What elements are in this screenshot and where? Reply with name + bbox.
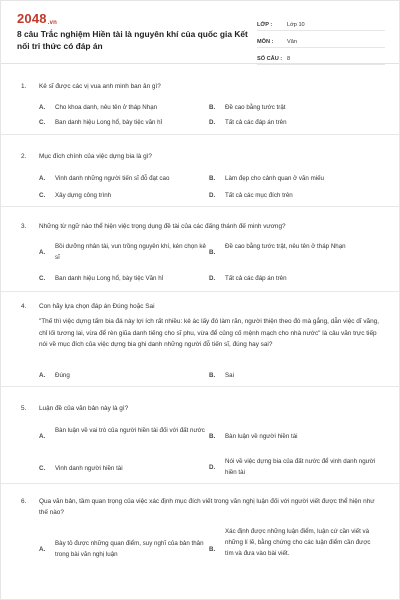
- question-number: 4.: [21, 303, 27, 310]
- site-logo[interactable]: [17, 11, 57, 26]
- question-number: 3.: [21, 223, 27, 230]
- option-b[interactable]: [209, 102, 385, 114]
- question-1: [1, 63, 400, 135]
- option-text: Ban danh hiệu Long hổ, bày tiệc Văn hỉ: [55, 275, 164, 282]
- option-label: C.: [39, 465, 46, 472]
- option-b[interactable]: [209, 431, 385, 443]
- option-text: Đề cao bằng tước trật: [225, 104, 286, 111]
- question-number: 2.: [21, 153, 27, 160]
- option-text: Sai: [225, 372, 234, 379]
- option-c[interactable]: [39, 463, 205, 475]
- meta-info: [257, 15, 385, 66]
- option-a[interactable]: [39, 173, 199, 185]
- option-label: B.: [209, 104, 216, 111]
- option-d[interactable]: [209, 117, 385, 129]
- question-text: Luận đề của văn bản này là gì?: [39, 405, 129, 412]
- option-b[interactable]: [209, 173, 385, 185]
- option-text: Tất cả các đáp án trên: [225, 119, 287, 126]
- question-passage: "Thế thì việc dựng tấm bia đá này lợi ích rất nhiều: kẻ ác lấy đó làm răn, người thiện theo đó mà gắng, dẫn việc dĩ vãng, chỉ lối tương lai, vừa để rèn giũa danh tiếng cho sĩ phu, vừa để củng cố mệnh mạch cho nhà nước" là câu văn trực tiếp nói về mục đích của việc dựng bia ghi danh những người đỗ tiến sĩ, đúng hay sai?: [39, 318, 379, 349]
- meta-value: 8: [287, 56, 291, 62]
- option-text: Đúng: [55, 372, 70, 379]
- option-label: D.: [209, 275, 216, 282]
- option-a[interactable]: [39, 538, 205, 562]
- option-a[interactable]: [39, 102, 199, 114]
- question-4: [1, 292, 400, 387]
- logo-main: 2048: [17, 11, 47, 26]
- option-text: Đề cao bằng tước trật, nêu tên ở tháp Nhạn: [225, 243, 346, 250]
- option-text: Ban danh hiệu Long hổ, bày tiệc văn hỉ: [55, 119, 162, 126]
- option-c[interactable]: [39, 190, 199, 202]
- question-5: [1, 387, 400, 484]
- option-label: A.: [39, 433, 46, 440]
- option-label: B.: [209, 433, 216, 440]
- option-label: C.: [39, 119, 46, 126]
- option-text: Bồi dưỡng nhân tài, vun trồng nguyên khí, kén chọn kẻ sĩ: [55, 243, 206, 261]
- option-label: D.: [209, 464, 216, 471]
- option-text: Nói về việc dựng bia của đất nước để vinh danh người hiền tài: [225, 458, 376, 476]
- meta-key: LỚP :: [257, 22, 273, 28]
- question-3: [1, 207, 400, 292]
- option-label: B.: [209, 372, 216, 379]
- option-label: A.: [39, 546, 46, 553]
- option-d[interactable]: [209, 273, 385, 285]
- logo-sub: .vn: [47, 20, 58, 26]
- question-list: [1, 63, 400, 594]
- option-a[interactable]: [39, 370, 199, 382]
- option-label: D.: [209, 192, 216, 199]
- question-text: Qua văn bản, tầm quan trọng của việc xác định mục đích viết trong văn nghị luận đối với người viết được thể hiện như thế nào?: [39, 498, 375, 516]
- option-label: C.: [39, 192, 46, 199]
- option-text: Xác định được những luận điểm, luận cứ cần viết và những lí lẽ, bằng chứng cho các luận điểm cần được tìm và đưa vào bài viết.: [225, 528, 371, 557]
- document-title: 8 câu Trắc nghiệm Hiền tài là nguyên khí của quốc gia Kết nối tri thức có đáp án: [17, 29, 248, 51]
- option-label: A.: [39, 372, 46, 379]
- option-a[interactable]: [39, 425, 205, 449]
- option-label: B.: [209, 249, 216, 256]
- option-d[interactable]: [209, 190, 385, 202]
- meta-value: Lớp 10: [287, 22, 305, 28]
- question-text: Những từ ngữ nào thể hiện việc trọng dụng đề tài của các đấng thánh đế minh vương?: [39, 223, 286, 230]
- option-label: A.: [39, 104, 46, 111]
- option-text: Tất cả các mục đích trên: [225, 192, 293, 199]
- option-label: C.: [39, 275, 46, 282]
- option-text: Vinh danh người hiền tài: [55, 465, 123, 472]
- option-a[interactable]: [39, 241, 205, 265]
- question-text: Kẻ sĩ được các vị vua anh minh ban ân gì?: [39, 83, 161, 90]
- option-label: D.: [209, 119, 216, 126]
- option-label: A.: [39, 175, 46, 182]
- option-text: Xây dựng công trình: [55, 192, 112, 199]
- question-number: 6.: [21, 498, 27, 505]
- option-b[interactable]: [209, 526, 385, 574]
- meta-key: MÔN :: [257, 39, 274, 45]
- option-label: B.: [209, 175, 216, 182]
- option-label: A.: [39, 249, 46, 256]
- option-text: Bàn luận về vai trò của người hiền tài đối với đất nước: [55, 427, 205, 434]
- question-text: Con hãy lựa chọn đáp án Đúng hoặc Sai: [39, 303, 155, 310]
- meta-row-class: [257, 15, 385, 31]
- meta-value: Văn: [287, 39, 297, 45]
- option-b[interactable]: [209, 370, 385, 382]
- option-text: Làm đẹp cho cảnh quan ở văn miếu: [225, 175, 324, 182]
- question-6: [1, 484, 400, 594]
- option-b[interactable]: [209, 241, 385, 265]
- question-text: Mục đích chính của việc dựng bia là gì?: [39, 153, 152, 160]
- option-d[interactable]: [209, 456, 385, 480]
- question-number: 1.: [21, 83, 27, 90]
- option-text: Cho khoa danh, nêu tên ở tháp Nhạn: [55, 104, 158, 111]
- question-2: [1, 135, 400, 207]
- option-c[interactable]: [39, 273, 205, 285]
- option-text: Vinh danh những người tiến sĩ đỗ đạt cao: [55, 175, 170, 182]
- option-text: Bày tỏ được những quan điểm, suy nghĩ của bản thân trong bài văn nghị luận: [55, 540, 204, 558]
- meta-row-subject: [257, 32, 385, 48]
- meta-key: SỐ CÂU :: [257, 56, 283, 62]
- option-text: Tất cả các đáp án trên: [225, 275, 287, 282]
- option-text: Bàn luận về người hiền tài: [225, 433, 298, 440]
- option-c[interactable]: [39, 117, 199, 129]
- question-number: 5.: [21, 405, 27, 412]
- page-header: [1, 1, 399, 64]
- option-label: B.: [209, 546, 216, 553]
